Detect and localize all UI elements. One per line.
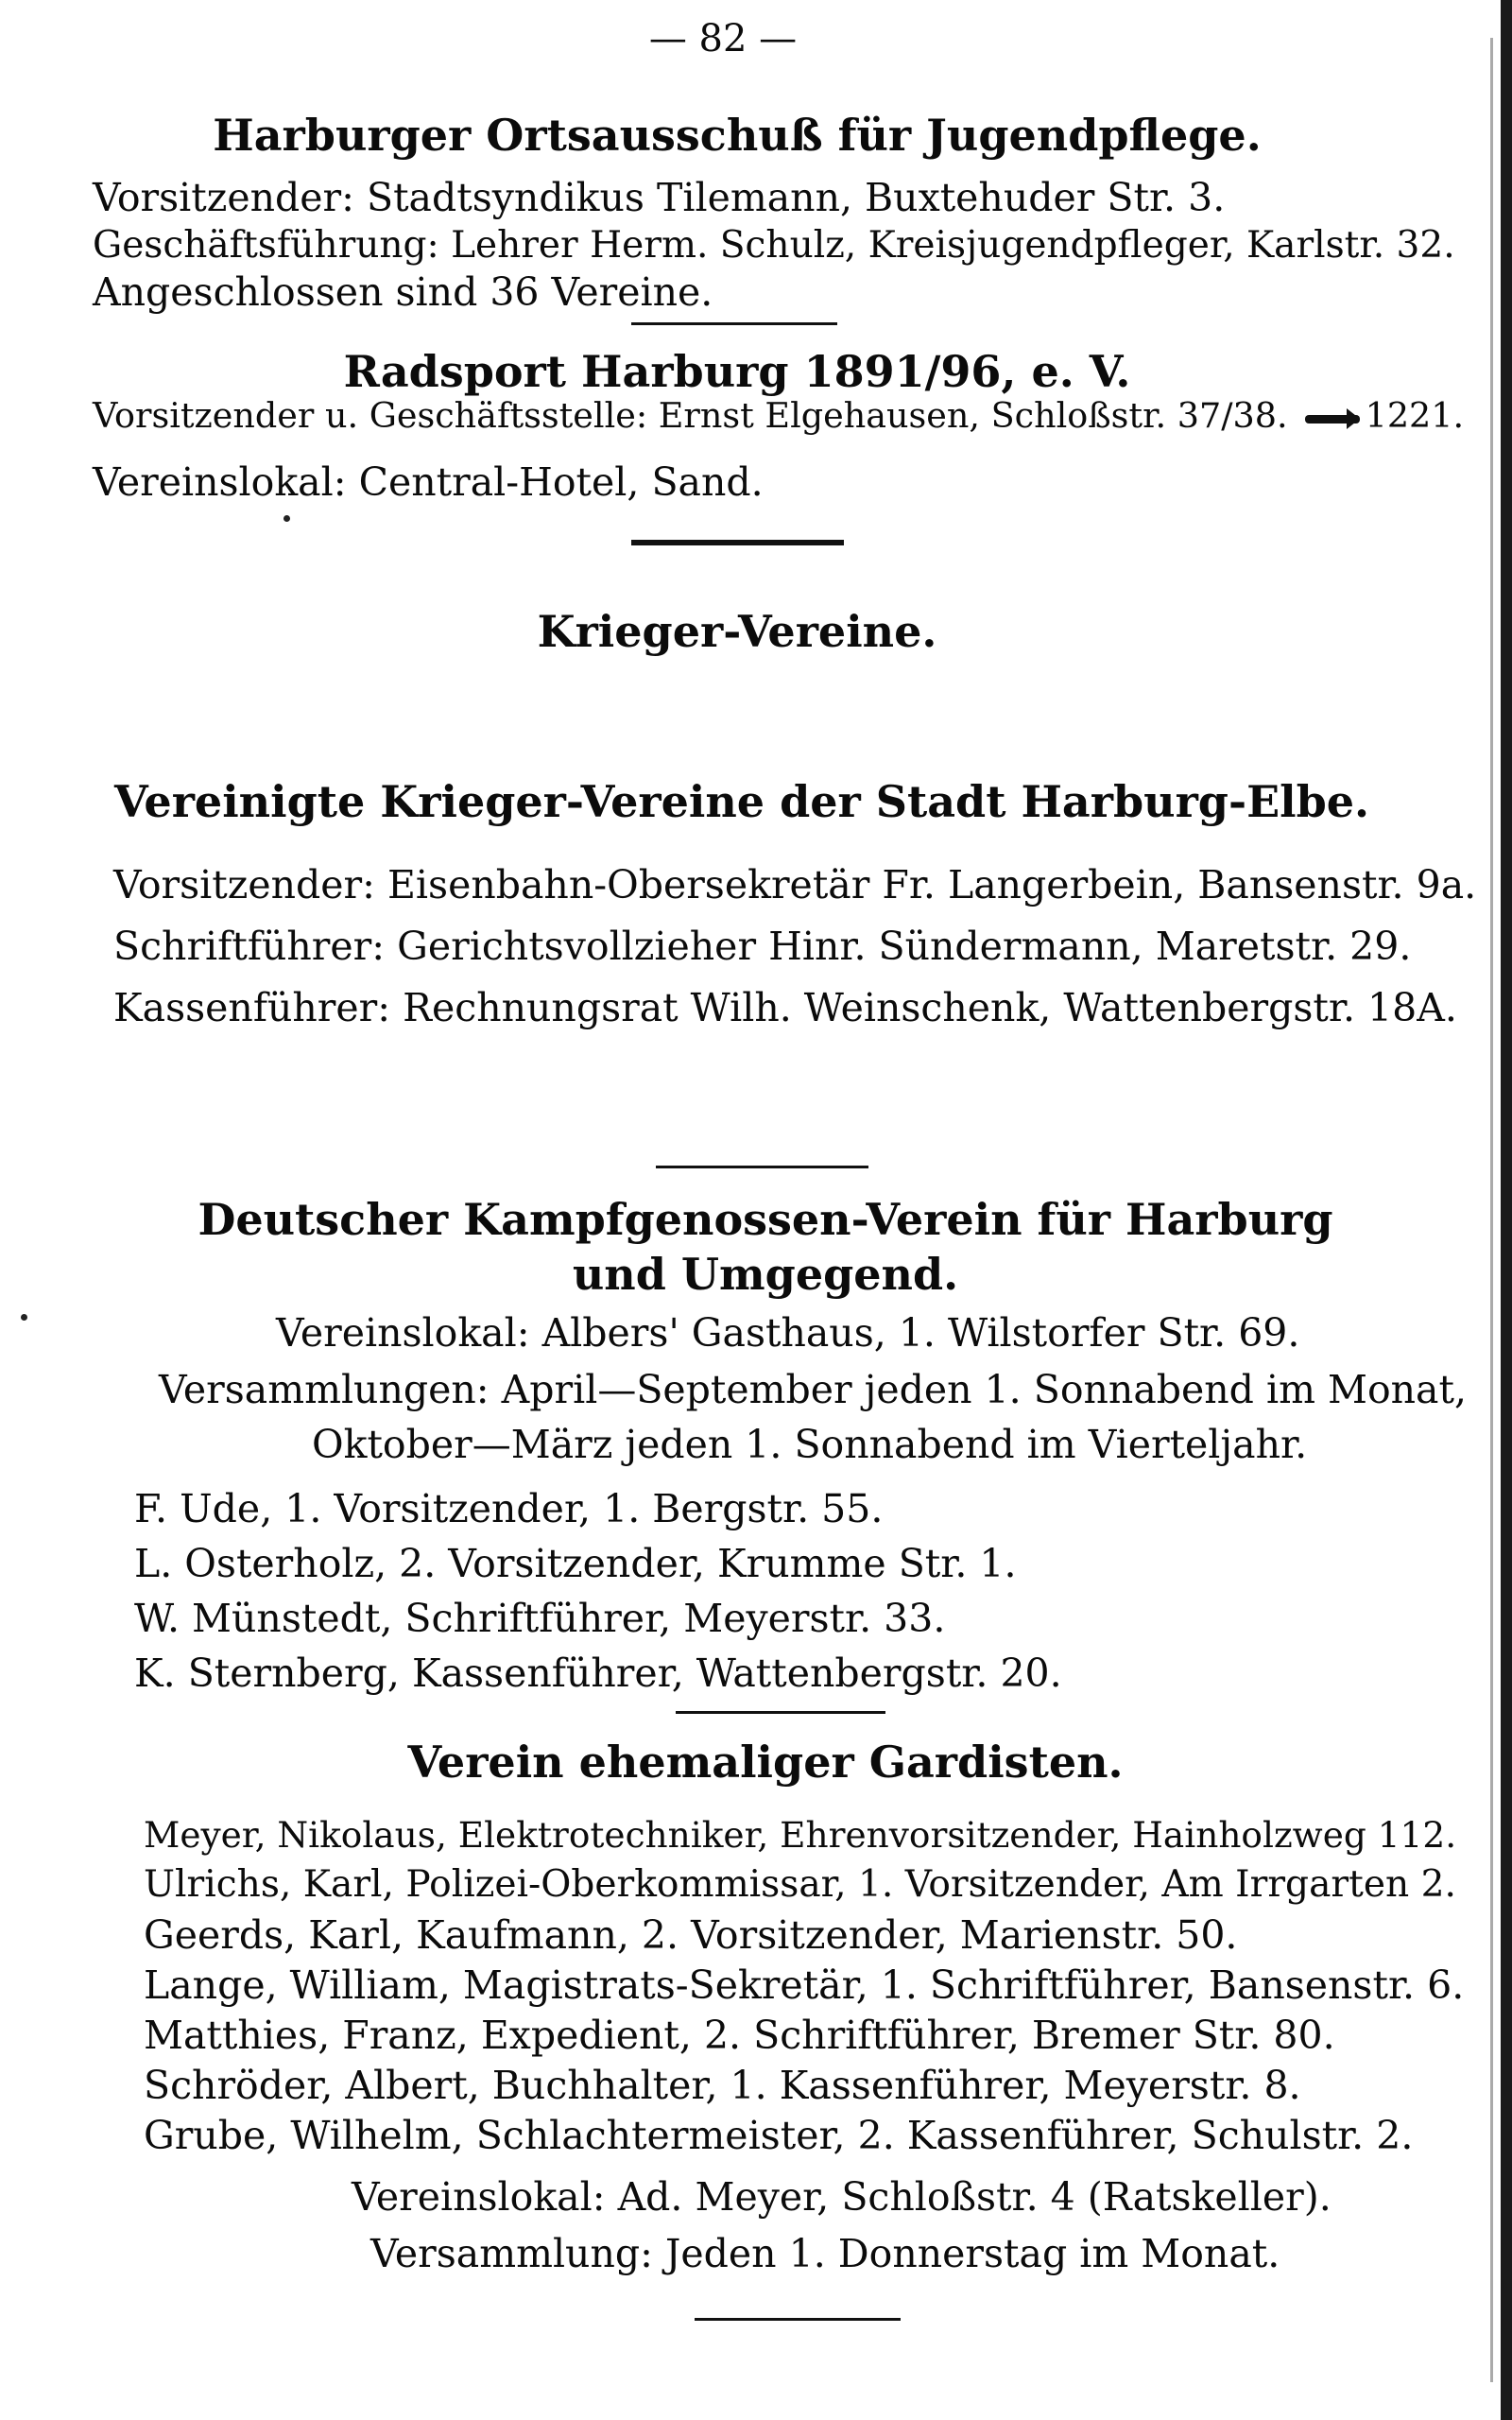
text-line: Versammlung: Jeden 1. Donnerstag im Monat. — [370, 2231, 1280, 2276]
section-title-gardisten: Verein ehemaliger Gardisten. — [407, 1737, 1124, 1788]
text-line: Geschäftsführung: Lehrer Herm. Schulz, Kreisjugendpfleger, Karlstr. 32. — [93, 224, 1455, 267]
member-line: Schröder, Albert, Buchhalter, 1. Kassenführer, Meyerstr. 8. — [144, 2063, 1301, 2108]
section-title-kampfgenossen: Deutscher Kampfgenossen-Verein für Harburg — [198, 1194, 1333, 1245]
text-line: Versammlungen: April—September jeden 1. Sonnabend im Monat, — [159, 1367, 1468, 1412]
divider — [631, 322, 837, 325]
member-line: W. Münstedt, Schriftführer, Meyerstr. 33. — [134, 1596, 946, 1641]
section-title-jugendpflege: Harburger Ortsausschuß für Jugendpflege. — [213, 110, 1262, 161]
text-line: Kassenführer: Rechnungsrat Wilh. Weinschenk, Wattenbergstr. 18A. — [113, 985, 1457, 1030]
member-line: Geerds, Karl, Kaufmann, 2. Vorsitzender, Marienstr. 50. — [144, 1912, 1238, 1958]
divider — [656, 1166, 868, 1168]
member-line: K. Sternberg, Kassenführer, Wattenbergstr. 20. — [134, 1651, 1062, 1696]
text-line: Vorsitzender: Eisenbahn-Obersekretär Fr. Langerbein, Bansenstr. 9a. — [113, 862, 1477, 908]
telephone-icon — [1305, 408, 1360, 429]
member-line: F. Ude, 1. Vorsitzender, 1. Bergstr. 55. — [134, 1486, 884, 1531]
text-line: Oktober—März jeden 1. Sonnabend im Vierteljahr. — [312, 1422, 1308, 1467]
section-title-kampfgenossen-2: und Umgegend. — [572, 1249, 959, 1300]
text-line: Vereinslokal: Central-Hotel, Sand. — [93, 459, 764, 505]
member-line: Meyer, Nikolaus, Elektrotechniker, Ehrenvorsitzender, Hainholzweg 112. — [144, 1814, 1457, 1856]
radsport-contact-line — [93, 393, 1464, 439]
member-line: Ulrichs, Karl, Polizei-Oberkommissar, 1. Vorsitzender, Am Irrgarten 2. — [144, 1863, 1456, 1906]
text-line: Vereinslokal: Albers' Gasthaus, 1. Wilstorfer Str. 69. — [276, 1310, 1300, 1356]
page-number: — 82 — — [648, 17, 798, 60]
scan-speck — [284, 515, 290, 522]
text-line: Angeschlossen sind 36 Vereine. — [93, 269, 713, 315]
section-title-krieger: Krieger-Vereine. — [537, 606, 937, 657]
section-title-vereinigte: Vereinigte Krieger-Vereine der Stadt Harburg-Elbe. — [113, 776, 1370, 827]
section-title-radsport: Radsport Harburg 1891/96, e. V. — [343, 346, 1131, 397]
member-line: Grube, Wilhelm, Schlachtermeister, 2. Kassenführer, Schulstr. 2. — [144, 2113, 1414, 2158]
scan-speck — [21, 1314, 27, 1321]
text-line: Vorsitzender u. Geschäftsstelle: Ernst Elgehausen, Schloßstr. 37/38. — [93, 395, 1288, 436]
text-line: Vereinslokal: Ad. Meyer, Schloßstr. 4 (Ratskeller). — [352, 2174, 1332, 2220]
member-line: L. Osterholz, 2. Vorsitzender, Krumme Str. 1. — [134, 1541, 1017, 1586]
divider-thick — [631, 540, 844, 545]
text-line: Schriftführer: Gerichtsvollzieher Hinr. Sündermann, Maretstr. 29. — [113, 924, 1412, 969]
divider — [676, 1711, 885, 1714]
divider — [695, 2318, 901, 2321]
text-line: Vorsitzender: Stadtsyndikus Tilemann, Buxtehuder Str. 3. — [93, 175, 1226, 220]
phone-number: 1221. — [1365, 395, 1465, 436]
member-line: Matthies, Franz, Expedient, 2. Schriftführer, Bremer Str. 80. — [144, 2013, 1335, 2058]
member-line: Lange, William, Magistrats-Sekretär, 1. Schriftführer, Bansenstr. 6. — [144, 1962, 1465, 2008]
